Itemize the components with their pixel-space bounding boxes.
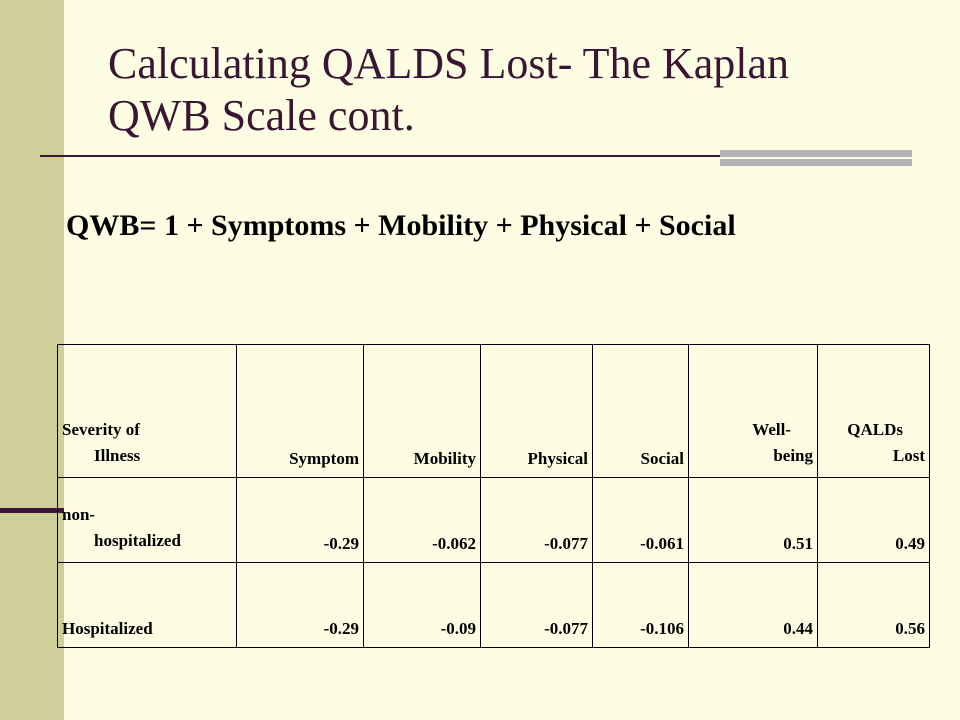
qwb-formula: QWB= 1 + Symptoms + Mobility + Physical + Social bbox=[66, 209, 736, 242]
cell-physical: -0.077 bbox=[481, 563, 593, 648]
cell-qalds: 0.56 bbox=[818, 563, 930, 648]
row-label: Hospitalized bbox=[58, 563, 237, 648]
row-label-line1: non- bbox=[62, 505, 96, 524]
header-severity-line2: Illness bbox=[94, 446, 141, 465]
header-qalds-line1: QALDs bbox=[847, 420, 903, 439]
header-mobility: Mobility bbox=[364, 345, 481, 478]
slide-title-line2: QWB Scale cont. bbox=[108, 91, 415, 140]
header-social: Social bbox=[593, 345, 689, 478]
row-label bbox=[58, 478, 237, 563]
header-symptom: Symptom bbox=[237, 345, 364, 478]
slide-title-line1: Calculating QALDS Lost- The Kaplan bbox=[108, 39, 790, 88]
header-qalds-line2: Lost bbox=[892, 446, 925, 465]
left-bar-tick bbox=[0, 508, 64, 513]
slide-title bbox=[108, 38, 928, 142]
header-severity bbox=[58, 345, 237, 478]
cell-qalds: 0.49 bbox=[818, 478, 930, 563]
header-severity-line1: Severity of bbox=[62, 420, 140, 439]
cell-social: -0.106 bbox=[593, 563, 689, 648]
cell-wellbeing: 0.51 bbox=[689, 478, 818, 563]
cell-mobility: -0.09 bbox=[364, 563, 481, 648]
left-decorative-bar bbox=[0, 0, 64, 720]
header-wellbeing-line1: Well- bbox=[752, 420, 791, 439]
cell-physical: -0.077 bbox=[481, 478, 593, 563]
header-wellbeing bbox=[689, 345, 818, 478]
cell-symptom: -0.29 bbox=[237, 563, 364, 648]
header-qalds bbox=[818, 345, 930, 478]
cell-symptom: -0.29 bbox=[237, 478, 364, 563]
header-wellbeing-line2: being bbox=[773, 446, 813, 465]
table-row bbox=[58, 478, 930, 563]
title-accent-bar bbox=[720, 150, 912, 166]
qwb-table bbox=[57, 344, 930, 648]
table-row bbox=[58, 563, 930, 648]
cell-wellbeing: 0.44 bbox=[689, 563, 818, 648]
row-label-line2: hospitalized bbox=[94, 531, 181, 550]
header-physical: Physical bbox=[481, 345, 593, 478]
cell-mobility: -0.062 bbox=[364, 478, 481, 563]
cell-social: -0.061 bbox=[593, 478, 689, 563]
table-header-row bbox=[58, 345, 930, 478]
